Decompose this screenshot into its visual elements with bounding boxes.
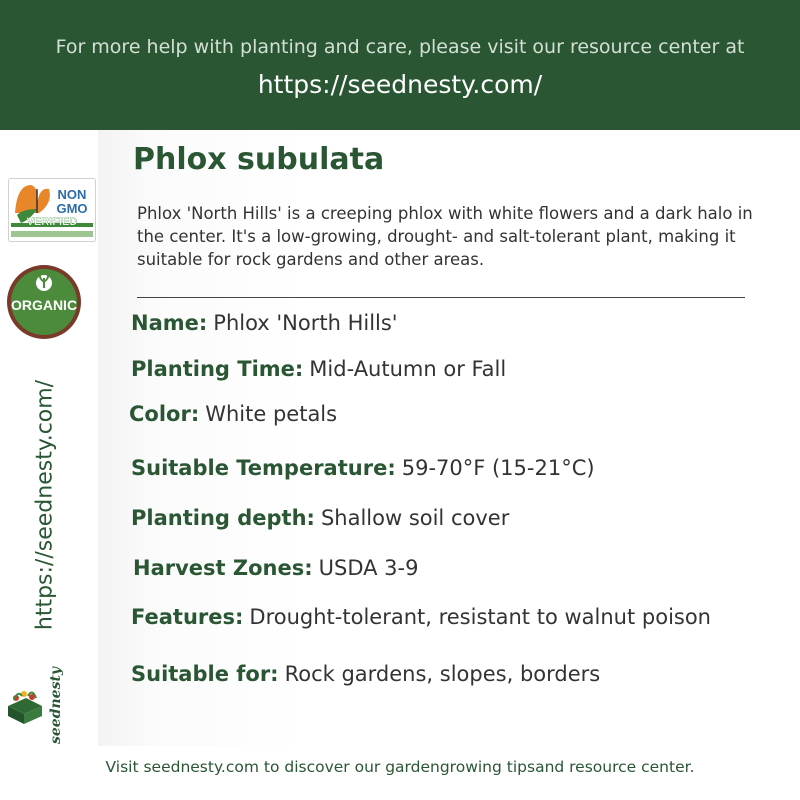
spec-label: Name: <box>131 311 208 335</box>
svg-text:seednesty: seednesty <box>48 666 64 744</box>
spec-row-planting-depth <box>131 506 509 530</box>
spec-label: Color: <box>129 402 200 426</box>
spec-row-color <box>129 402 337 426</box>
spec-value: Mid-Autumn or Fall <box>309 357 507 381</box>
footer-text: Visit seednesty.com to discover our gardengrowing tipsand resource center. <box>105 758 695 776</box>
description: Phlox 'North Hills' is a creeping phlox with white flowers and a dark halo in the center. It's a low-growing, drought- and salt-tolerant plant, making it suitable for rock gardens and other areas. <box>137 204 753 269</box>
spec-row-suitable-for <box>131 662 600 686</box>
non-gmo-badge <box>8 178 96 242</box>
organic-badge <box>6 264 82 340</box>
spec-row-harvest-zones <box>133 556 418 580</box>
seed-box-icon <box>4 660 74 750</box>
svg-text:VERIFIED: VERIFIED <box>26 216 78 228</box>
leaf-icon <box>6 264 82 340</box>
vertical-url[interactable]: https://seednesty.com/ <box>32 379 58 631</box>
divider <box>137 297 745 298</box>
spec-row-temperature <box>131 456 595 480</box>
spec-row-name <box>131 311 398 335</box>
seednesty-logo <box>4 660 74 750</box>
banner-url[interactable]: https://seednesty.com/ <box>257 70 543 99</box>
spec-value: Phlox 'North Hills' <box>213 311 398 335</box>
spec-label: Planting depth: <box>131 506 315 530</box>
spec-row-features <box>131 605 711 629</box>
spec-value: Rock gardens, slopes, borders <box>284 662 601 686</box>
spec-label: Suitable Temperature: <box>131 456 396 480</box>
svg-text:ORGANIC: ORGANIC <box>10 297 78 313</box>
spec-label: Features: <box>131 605 244 629</box>
spec-label: Planting Time: <box>131 357 304 381</box>
banner-text: For more help with planting and care, please visit our resource center at <box>55 36 745 58</box>
svg-text:NON: NON <box>57 187 87 202</box>
spec-row-planting-time <box>131 357 506 381</box>
spec-value: White petals <box>205 402 338 426</box>
svg-text:GMO: GMO <box>56 201 88 216</box>
page-title: Phlox subulata <box>133 142 385 177</box>
spec-value: USDA 3-9 <box>318 556 419 580</box>
top-banner <box>0 0 800 130</box>
spec-label: Suitable for: <box>131 662 279 686</box>
spec-label: Harvest Zones: <box>133 556 313 580</box>
spec-value: 59-70°F (15-21°C) <box>401 456 595 480</box>
butterfly-icon <box>9 179 95 241</box>
spec-value: Shallow soil cover <box>320 506 510 530</box>
spec-value: Drought-tolerant, resistant to walnut poison <box>249 605 711 629</box>
